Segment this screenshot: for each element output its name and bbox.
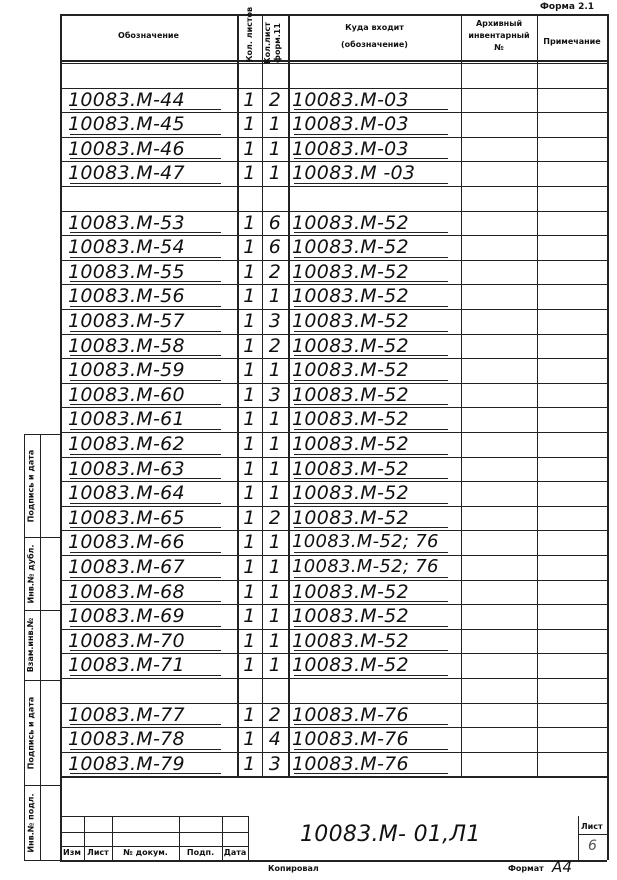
frame-right bbox=[607, 14, 609, 860]
sheets-cell: 1 bbox=[243, 383, 256, 406]
tb-row-line bbox=[60, 846, 248, 847]
sheets-cell: 1 bbox=[243, 285, 256, 308]
where-used-cell: 10083.М-52 bbox=[292, 605, 409, 628]
handwriting-underline bbox=[70, 232, 221, 233]
sheet-number: 6 bbox=[588, 838, 598, 854]
header-archive-line3: № bbox=[494, 43, 504, 52]
handwriting-underline bbox=[70, 380, 221, 381]
side-border-left bbox=[24, 434, 25, 860]
handwriting-underline bbox=[294, 626, 448, 627]
handwriting-underline bbox=[294, 429, 448, 430]
side-label: Подпись и дата bbox=[26, 696, 35, 769]
where-used-cell: 10083.М-52 bbox=[292, 260, 409, 283]
header-note: Примечание bbox=[543, 37, 601, 46]
handwriting-underline bbox=[294, 577, 448, 578]
sheets-cell: 1 bbox=[243, 408, 256, 431]
sheets-cell: 1 bbox=[243, 359, 256, 382]
where-used-cell: 10083.М-52 bbox=[292, 408, 409, 431]
handwriting-underline bbox=[70, 552, 221, 553]
handwriting-underline bbox=[70, 773, 221, 774]
sheets-cell: 1 bbox=[243, 260, 256, 283]
where-used-cell: 10083.М-52 bbox=[292, 285, 409, 308]
designation-cell: 10083.М-61 bbox=[68, 408, 185, 431]
handwriting-underline bbox=[294, 257, 448, 258]
copies-cell: 1 bbox=[268, 654, 282, 677]
copies-cell: 2 bbox=[268, 506, 282, 529]
handwriting-underline bbox=[70, 601, 221, 602]
where-used-cell: 10083.М-52 bbox=[292, 383, 409, 406]
where-used-cell: 10083.М-52 bbox=[292, 629, 409, 652]
copies-cell: 1 bbox=[268, 433, 282, 455]
revision-column-label: № докум. bbox=[123, 848, 168, 857]
sheets-cell: 1 bbox=[243, 506, 256, 529]
sheets-cell: 1 bbox=[243, 703, 256, 726]
handwriting-underline bbox=[294, 331, 448, 332]
row-line bbox=[60, 186, 607, 187]
table-bottom bbox=[60, 776, 607, 778]
handwriting-underline bbox=[70, 577, 221, 578]
where-used-cell: 10083.М-52 bbox=[292, 506, 409, 529]
sheets-cell: 1 bbox=[243, 556, 256, 578]
frame-top bbox=[60, 14, 607, 16]
handwriting-underline bbox=[294, 232, 448, 233]
designation-cell: 10083.М-45 bbox=[68, 113, 185, 136]
document-number: 10083.М- 01,Л1 bbox=[300, 822, 481, 847]
sheets-cell: 1 bbox=[243, 482, 256, 505]
handwriting-underline bbox=[70, 134, 221, 135]
designation-cell: 10083.М-59 bbox=[68, 359, 185, 382]
copies-cell: 6 bbox=[268, 211, 282, 234]
header-qty-copies: Кол.лист форм.11 bbox=[263, 22, 282, 64]
copies-cell: 2 bbox=[268, 88, 282, 111]
sheets-cell: 1 bbox=[243, 88, 256, 111]
copies-cell: 1 bbox=[268, 482, 282, 505]
row-line bbox=[60, 63, 607, 64]
handwriting-underline bbox=[294, 478, 448, 479]
designation-cell: 10083.М-62 bbox=[68, 433, 185, 455]
handwriting-underline bbox=[294, 552, 448, 553]
copies-cell: 4 bbox=[268, 728, 282, 751]
handwriting-underline bbox=[294, 749, 448, 750]
sheet-label: Лист bbox=[581, 822, 603, 831]
tb-row-line bbox=[60, 832, 248, 833]
designation-cell: 10083.М-55 bbox=[68, 260, 185, 283]
tb-row-line bbox=[60, 816, 248, 817]
handwriting-underline bbox=[70, 429, 221, 430]
format-value: А4 bbox=[552, 858, 573, 876]
copies-cell: 1 bbox=[268, 457, 282, 480]
sheets-cell: 1 bbox=[243, 580, 256, 603]
copies-cell: 1 bbox=[268, 162, 282, 185]
sheets-cell: 1 bbox=[243, 629, 256, 652]
designation-cell: 10083.М-67 bbox=[68, 556, 185, 578]
where-used-cell: 10083.М-03 bbox=[292, 113, 409, 136]
where-used-cell: 10083.М-52; 76 bbox=[292, 531, 439, 553]
where-used-cell: 10083.М-52; 76 bbox=[292, 556, 439, 577]
handwriting-underline bbox=[70, 109, 221, 110]
header-designation: Обозначение bbox=[118, 31, 179, 40]
where-used-cell: 10083.М-76 bbox=[292, 752, 409, 775]
where-used-cell: 10083.М-52 bbox=[292, 211, 409, 234]
where-used-cell: 10083.М-76 bbox=[292, 703, 409, 726]
designation-cell: 10083.М-70 bbox=[68, 629, 185, 652]
handwriting-underline bbox=[294, 134, 448, 135]
handwriting-underline bbox=[70, 478, 221, 479]
copies-cell: 1 bbox=[268, 580, 282, 603]
side-label: Инв.№ дубл. bbox=[26, 544, 35, 603]
header-archive-line2: инвентарный bbox=[468, 31, 530, 40]
header-archive-line1: Архивный bbox=[475, 19, 523, 28]
where-used-cell: 10083.М-52 bbox=[292, 310, 409, 332]
where-used-cell: 10083.М-03 bbox=[292, 88, 409, 111]
where-used-cell: 10083.М-52 bbox=[292, 433, 409, 455]
designation-cell: 10083.М-69 bbox=[68, 605, 185, 628]
copied-label: Копировал bbox=[268, 864, 319, 873]
where-used-cell: 10083.М-52 bbox=[292, 654, 409, 677]
designation-cell: 10083.М-44 bbox=[68, 88, 185, 111]
handwriting-underline bbox=[70, 404, 221, 405]
handwriting-underline bbox=[294, 109, 448, 110]
designation-cell: 10083.М-79 bbox=[68, 752, 185, 775]
sheets-cell: 1 bbox=[243, 654, 256, 677]
sheets-cell: 1 bbox=[243, 310, 256, 332]
handwriting-underline bbox=[294, 675, 448, 676]
side-label: Подпись и дата bbox=[26, 449, 35, 522]
designation-cell: 10083.М-54 bbox=[68, 236, 185, 259]
designation-cell: 10083.М-65 bbox=[68, 506, 185, 529]
form-label: Форма 2.1 bbox=[540, 2, 595, 12]
handwriting-underline bbox=[70, 355, 221, 356]
sheets-cell: 1 bbox=[243, 236, 256, 259]
designation-cell: 10083.М-47 bbox=[68, 162, 185, 185]
designation-cell: 10083.М-63 bbox=[68, 457, 185, 480]
copies-cell: 1 bbox=[268, 605, 282, 628]
header-where-used-line2: (обозначение) bbox=[341, 40, 408, 49]
copies-cell: 3 bbox=[268, 752, 282, 775]
handwriting-underline bbox=[70, 281, 221, 282]
copies-cell: 3 bbox=[268, 383, 282, 406]
sheets-cell: 1 bbox=[243, 113, 256, 136]
copies-cell: 1 bbox=[268, 531, 282, 554]
designation-cell: 10083.М-53 bbox=[68, 211, 185, 234]
handwriting-underline bbox=[294, 650, 448, 651]
revision-column-label: Изм bbox=[63, 848, 81, 857]
handwriting-underline bbox=[294, 404, 448, 405]
copies-cell: 1 bbox=[268, 113, 282, 136]
frame-left bbox=[60, 14, 62, 860]
handwriting-underline bbox=[294, 355, 448, 356]
revision-column-label: Дата bbox=[223, 848, 247, 857]
copies-cell: 6 bbox=[268, 236, 282, 259]
handwriting-underline bbox=[70, 306, 221, 307]
designation-cell: 10083.М-78 bbox=[68, 728, 185, 751]
sheets-cell: 1 bbox=[243, 457, 256, 480]
handwriting-underline bbox=[70, 183, 221, 184]
designation-cell: 10083.М-66 bbox=[68, 531, 185, 554]
handwriting-underline bbox=[70, 158, 221, 159]
handwriting-underline bbox=[70, 749, 221, 750]
where-used-cell: 10083.М-03 bbox=[292, 137, 409, 160]
side-label: Инв.№ подл. bbox=[26, 792, 35, 853]
handwriting-underline bbox=[70, 454, 221, 455]
sheets-cell: 1 bbox=[243, 752, 256, 775]
column-line bbox=[461, 14, 462, 776]
handwriting-underline bbox=[294, 380, 448, 381]
copies-cell: 2 bbox=[268, 260, 282, 283]
designation-cell: 10083.М-71 bbox=[68, 654, 185, 677]
copies-cell: 1 bbox=[268, 556, 282, 578]
designation-cell: 10083.М-57 bbox=[68, 310, 185, 332]
side-label: Взам.инв.№ bbox=[26, 617, 35, 673]
handwriting-underline bbox=[70, 650, 221, 651]
handwriting-underline bbox=[294, 503, 448, 504]
handwriting-underline bbox=[294, 158, 448, 159]
tb-sheet-divider bbox=[578, 834, 607, 835]
copies-cell: 1 bbox=[268, 408, 282, 431]
revision-column-label: Подп. bbox=[186, 848, 215, 857]
where-used-cell: 10083.М-52 bbox=[292, 482, 409, 505]
where-used-cell: 10083.М-76 bbox=[292, 728, 409, 751]
where-used-cell: 10083.М-52 bbox=[292, 359, 409, 382]
handwriting-underline bbox=[70, 257, 221, 258]
frame-bottom bbox=[60, 860, 607, 862]
designation-cell: 10083.М-58 bbox=[68, 334, 185, 357]
designation-cell: 10083.М-60 bbox=[68, 383, 185, 406]
header-archive bbox=[461, 18, 537, 54]
sheets-cell: 1 bbox=[243, 605, 256, 628]
copies-cell: 2 bbox=[268, 703, 282, 726]
copies-cell: 1 bbox=[268, 629, 282, 652]
where-used-cell: 10083.М-52 bbox=[292, 580, 409, 603]
handwriting-underline bbox=[294, 454, 448, 455]
column-line bbox=[288, 14, 290, 776]
designation-cell: 10083.М-46 bbox=[68, 137, 185, 160]
handwriting-underline bbox=[70, 675, 221, 676]
sheets-cell: 1 bbox=[243, 433, 256, 455]
handwriting-underline bbox=[70, 724, 221, 725]
handwriting-underline bbox=[294, 527, 448, 528]
sheets-cell: 1 bbox=[243, 531, 256, 554]
copies-cell: 3 bbox=[268, 310, 282, 332]
revision-column-label: Лист bbox=[87, 848, 109, 857]
copies-cell: 1 bbox=[268, 359, 282, 382]
sheets-cell: 1 bbox=[243, 162, 256, 185]
handwriting-underline bbox=[294, 183, 448, 184]
designation-cell: 10083.М-64 bbox=[68, 482, 185, 505]
copies-cell: 1 bbox=[268, 285, 282, 308]
sheets-cell: 1 bbox=[243, 334, 256, 357]
header-bottom bbox=[60, 60, 607, 62]
where-used-cell: 10083.М-52 bbox=[292, 457, 409, 480]
sheets-cell: 1 bbox=[243, 211, 256, 234]
handwriting-underline bbox=[294, 306, 448, 307]
handwriting-underline bbox=[294, 724, 448, 725]
tb-col-line bbox=[248, 816, 249, 860]
handwriting-underline bbox=[294, 601, 448, 602]
designation-cell: 10083.М-68 bbox=[68, 580, 185, 603]
format-label: Формат bbox=[508, 864, 544, 873]
handwriting-underline bbox=[70, 503, 221, 504]
handwriting-underline bbox=[294, 281, 448, 282]
row-line bbox=[60, 678, 607, 679]
handwriting-underline bbox=[70, 331, 221, 332]
tb-sheet-line bbox=[578, 816, 579, 860]
handwriting-underline bbox=[70, 626, 221, 627]
sheets-cell: 1 bbox=[243, 728, 256, 751]
designation-cell: 10083.М-77 bbox=[68, 703, 185, 726]
handwriting-underline bbox=[70, 527, 221, 528]
where-used-cell: 10083.М -03 bbox=[292, 162, 416, 185]
where-used-cell: 10083.М-52 bbox=[292, 236, 409, 259]
header-qty-sheets: Кол. листов bbox=[245, 6, 254, 62]
handwriting-underline bbox=[294, 773, 448, 774]
designation-cell: 10083.М-56 bbox=[68, 285, 185, 308]
header-where-used bbox=[288, 22, 461, 50]
header-where-used-line1: Куда входит bbox=[345, 23, 404, 32]
sheets-cell: 1 bbox=[243, 137, 256, 160]
side-border-right bbox=[40, 434, 41, 860]
column-line bbox=[537, 14, 538, 776]
copies-cell: 2 bbox=[268, 334, 282, 357]
where-used-cell: 10083.М-52 bbox=[292, 334, 409, 357]
copies-cell: 1 bbox=[268, 137, 282, 160]
